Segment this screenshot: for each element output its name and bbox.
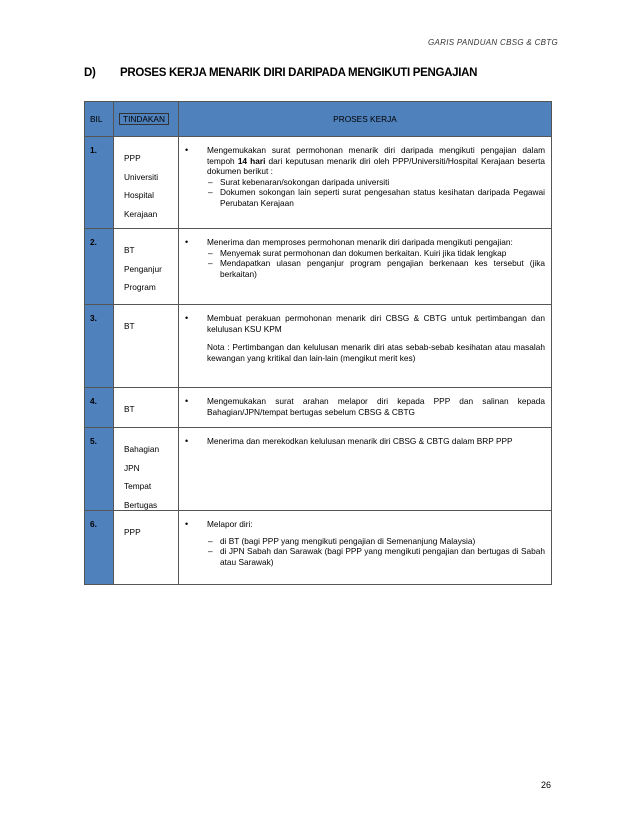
row-tindakan: BT — [114, 305, 179, 388]
bullet-icon: • — [185, 396, 189, 406]
bullet-icon: • — [185, 145, 189, 155]
row-proses — [179, 511, 552, 585]
row-number: 6. — [85, 511, 114, 585]
process-text: Menerima dan merekodkan kelulusan menarik diri CBSG & CBTG dalam BRP PPP — [207, 436, 513, 446]
section-letter: D) — [84, 67, 96, 79]
page-number: 26 — [541, 780, 552, 790]
process-text: Mengemukakan surat arahan melapor diri kepada PPP dan salinan kepada Bahagian/JPN/tempat bertugas sebelum CBSG & CBTG — [207, 396, 545, 417]
table-header-row — [85, 102, 552, 137]
header-bil: BIL — [85, 102, 114, 137]
process-text: Membuat perakuan permohonan menarik diri CBSG & CBTG untuk pertimbangan dan kelulusan KSU KPM — [207, 313, 545, 334]
row-proses — [179, 428, 552, 511]
row-number: 4. — [85, 388, 114, 428]
header-tindakan: TINDAKAN — [114, 102, 179, 137]
row-proses — [179, 388, 552, 428]
row-number: 5. — [85, 428, 114, 511]
sub-item: – Dokumen sokongan lain seperti surat pengesahan status kesihatan daripada Pegawai Perubatan Kerajaan — [208, 187, 545, 208]
sub-item: – di JPN Sabah dan Sarawak (bagi PPP yang mengikuti pengajian dan bertugas di Sabah atau Sarawak) — [208, 546, 545, 567]
section-heading — [84, 67, 477, 79]
process-text: Mengemukakan surat permohonan menarik diri daripada mengikuti pengajian dalam tempoh 14 hari dari keputusan menarik diri oleh PPP/Universiti/Hospital Kerajaan beserta dokumen berikut : — [207, 145, 545, 176]
bullet-icon: • — [185, 436, 189, 446]
row-proses — [179, 137, 552, 229]
process-text: Melapor diri: — [207, 519, 253, 529]
row-number: 1. — [85, 137, 114, 229]
row-number: 3. — [85, 305, 114, 388]
process-text: Menerima dan memproses permohonan menarik diri daripada mengikuti pengajian: — [207, 237, 513, 247]
table-row — [85, 137, 552, 229]
row-number: 2. — [85, 229, 114, 305]
row-tindakan: PPP — [114, 511, 179, 585]
bullet-icon: • — [185, 237, 189, 247]
sub-item: – di BT (bagi PPP yang mengikuti pengajian di Semenanjung Malaysia) — [208, 535, 476, 546]
section-title: PROSES KERJA MENARIK DIRI DARIPADA MENGIKUTI PENGAJIAN — [120, 67, 478, 79]
row-tindakan: PPP Universiti Hospital Kerajaan — [114, 137, 179, 229]
row-proses — [179, 305, 552, 388]
bullet-icon: • — [185, 519, 189, 529]
table-row — [85, 511, 552, 585]
sub-item: – Mendapatkan ulasan penganjur program pengajian berkenaan kes tersebut (jika berkaitan) — [208, 258, 545, 279]
header-proses-kerja: PROSES KERJA — [179, 102, 552, 137]
sub-item: – Surat kebenaran/sokongan daripada universiti — [208, 176, 390, 187]
row-proses — [179, 229, 552, 305]
nota-text: Nota : Pertimbangan dan kelulusan menarik diri atas sebab-sebab kesihatan atau masalah kewangan yang kritikal dan lain-lain (mengikut merit kes) — [207, 342, 545, 363]
process-table — [84, 101, 552, 585]
table-row — [85, 428, 552, 511]
table-row — [85, 305, 552, 388]
row-tindakan: Bahagian JPN Tempat Bertugas — [114, 428, 179, 511]
row-tindakan: BT — [114, 388, 179, 428]
bullet-icon: • — [185, 313, 189, 323]
sub-item: – Menyemak surat permohonan dan dokumen berkaitan. Kuiri jika tidak lengkap — [208, 247, 507, 258]
row-tindakan: BT Penganjur Program — [114, 229, 179, 305]
table-row — [85, 229, 552, 305]
running-header: GARIS PANDUAN CBSG & CBTG — [427, 38, 558, 47]
table-row — [85, 388, 552, 428]
